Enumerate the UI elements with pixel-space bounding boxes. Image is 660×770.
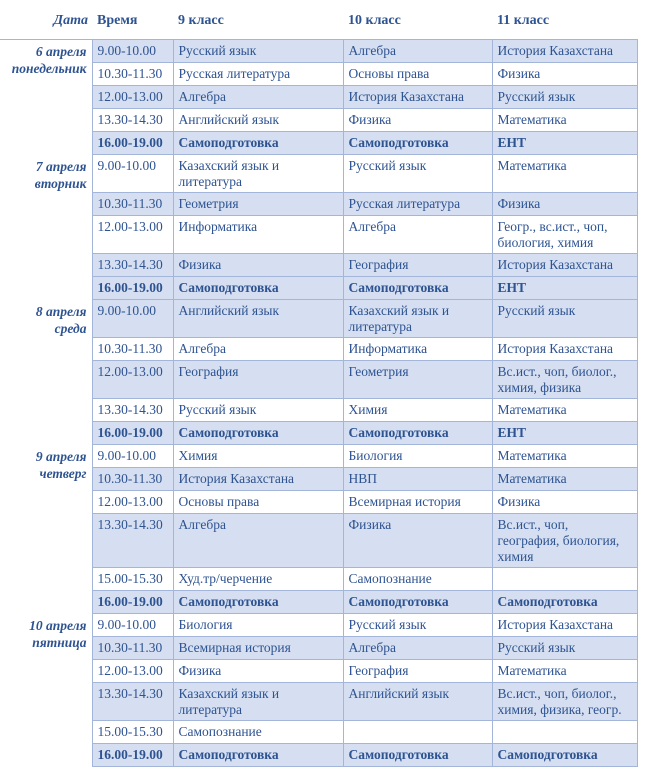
grade11-cell: Самоподготовка [492, 591, 637, 614]
schedule-row [0, 591, 637, 614]
time-cell: 13.30-14.30 [92, 399, 173, 422]
schedule-row [0, 468, 637, 491]
grade11-cell: История Казахстана [492, 338, 637, 361]
grade9-cell: Основы права [173, 491, 343, 514]
grade9-cell: Русский язык [173, 40, 343, 63]
time-cell: 9.00-10.00 [92, 40, 173, 63]
date-line: пятница [32, 634, 87, 650]
date-line: 9 апреля [35, 448, 87, 464]
schedule-row [0, 132, 637, 155]
grade10-cell: Всемирная история [343, 491, 492, 514]
date-cell [0, 300, 92, 445]
schedule-row [0, 744, 637, 767]
time-cell: 13.30-14.30 [92, 109, 173, 132]
date-line: 8 апреля [35, 303, 87, 319]
schedule-row [0, 193, 637, 216]
grade9-cell: Казахский язык и литература [173, 155, 343, 193]
grade9-cell: Русская литература [173, 63, 343, 86]
grade10-cell: Информатика [343, 338, 492, 361]
date-line: понедельник [11, 61, 87, 76]
col-header-time: Время [92, 0, 173, 40]
grade9-cell: Русский язык [173, 399, 343, 422]
grade11-cell: Физика [492, 193, 637, 216]
grade9-cell: Информатика [173, 216, 343, 254]
schedule-row [0, 300, 637, 338]
schedule-row [0, 422, 637, 445]
time-cell: 9.00-10.00 [92, 614, 173, 637]
grade11-cell: История Казахстана [492, 614, 637, 637]
time-cell: 9.00-10.00 [92, 300, 173, 338]
schedule-row [0, 445, 637, 468]
schedule-row [0, 514, 637, 568]
schedule-row [0, 399, 637, 422]
time-cell: 9.00-10.00 [92, 155, 173, 193]
grade10-cell: Основы права [343, 63, 492, 86]
grade9-cell: История Казахстана [173, 468, 343, 491]
grade10-cell: Самоподготовка [343, 591, 492, 614]
schedule-row [0, 216, 637, 254]
schedule-row [0, 361, 637, 399]
date-cell [0, 155, 92, 300]
time-cell: 10.30-11.30 [92, 193, 173, 216]
grade10-cell: Геометрия [343, 361, 492, 399]
date-line: среда [54, 320, 87, 336]
grade11-cell: Математика [492, 445, 637, 468]
grade11-cell: Математика [492, 399, 637, 422]
grade10-cell: Самоподготовка [343, 744, 492, 767]
grade11-cell: Математика [492, 468, 637, 491]
grade9-cell: Английский язык [173, 300, 343, 338]
grade9-cell: Самоподготовка [173, 277, 343, 300]
grade9-cell: Всемирная история [173, 637, 343, 660]
grade10-cell: Алгебра [343, 216, 492, 254]
schedule-row [0, 721, 637, 744]
date-cell [0, 614, 92, 767]
grade11-cell: История Казахстана [492, 40, 637, 63]
grade10-cell: Алгебра [343, 637, 492, 660]
schedule-row [0, 109, 637, 132]
col-header-grade11: 11 класс [492, 0, 637, 40]
time-cell: 12.00-13.00 [92, 491, 173, 514]
grade11-cell: Самоподготовка [492, 744, 637, 767]
time-cell: 12.00-13.00 [92, 216, 173, 254]
date-cell [0, 445, 92, 614]
grade9-cell: Алгебра [173, 86, 343, 109]
schedule-row [0, 637, 637, 660]
time-cell: 13.30-14.30 [92, 514, 173, 568]
grade11-cell: ЕНТ [492, 277, 637, 300]
date-line: 6 апреля [35, 44, 87, 59]
schedule-row [0, 277, 637, 300]
grade10-cell: Химия [343, 399, 492, 422]
schedule-row [0, 40, 637, 63]
grade10-cell: Физика [343, 109, 492, 132]
grade10-cell: Самоподготовка [343, 422, 492, 445]
grade9-cell: Биология [173, 614, 343, 637]
grade9-cell: География [173, 361, 343, 399]
grade9-cell: Казахский язык и литература [173, 683, 343, 721]
schedule-row [0, 491, 637, 514]
time-cell: 12.00-13.00 [92, 660, 173, 683]
time-cell: 16.00-19.00 [92, 422, 173, 445]
grade10-cell: Английский язык [343, 683, 492, 721]
time-cell: 16.00-19.00 [92, 744, 173, 767]
grade9-cell: Худ.тр/черчение [173, 568, 343, 591]
grade11-cell: Русский язык [492, 86, 637, 109]
grade9-cell: Геометрия [173, 193, 343, 216]
header-row [0, 0, 637, 40]
grade11-cell: Математика [492, 109, 637, 132]
grade10-cell: География [343, 254, 492, 277]
grade9-cell: Самоподготовка [173, 744, 343, 767]
schedule-row [0, 660, 637, 683]
grade9-cell: Химия [173, 445, 343, 468]
time-cell: 12.00-13.00 [92, 361, 173, 399]
grade10-cell: География [343, 660, 492, 683]
time-cell: 9.00-10.00 [92, 445, 173, 468]
grade9-cell: Самоподготовка [173, 132, 343, 155]
grade10-cell: Русский язык [343, 614, 492, 637]
grade10-cell: Самоподготовка [343, 132, 492, 155]
grade9-cell: Физика [173, 660, 343, 683]
schedule-row [0, 254, 637, 277]
time-cell: 10.30-11.30 [92, 63, 173, 86]
grade9-cell: Самоподготовка [173, 591, 343, 614]
grade9-cell: Самопознание [173, 721, 343, 744]
date-cell [0, 40, 92, 155]
date-line: 10 апреля [29, 617, 87, 633]
time-cell: 10.30-11.30 [92, 468, 173, 491]
grade11-cell [492, 721, 637, 744]
date-line: 7 апреля [35, 158, 87, 174]
time-cell: 10.30-11.30 [92, 338, 173, 361]
grade10-cell: НВП [343, 468, 492, 491]
grade9-cell: Алгебра [173, 514, 343, 568]
grade11-cell: Математика [492, 660, 637, 683]
date-line: четверг [39, 465, 87, 481]
grade10-cell: Физика [343, 514, 492, 568]
grade11-cell: Вс.ист., чоп, география, биология, химия [492, 514, 637, 568]
grade11-cell: Математика [492, 155, 637, 193]
schedule-body [0, 40, 637, 767]
time-cell: 12.00-13.00 [92, 86, 173, 109]
grade11-cell: История Казахстана [492, 254, 637, 277]
grade11-cell: ЕНТ [492, 422, 637, 445]
grade10-cell: Самопознание [343, 568, 492, 591]
time-cell: 13.30-14.30 [92, 683, 173, 721]
schedule-row [0, 683, 637, 721]
date-line: вторник [34, 175, 87, 191]
grade9-cell: Алгебра [173, 338, 343, 361]
schedule-row [0, 155, 637, 193]
grade10-cell: Казахский язык и литература [343, 300, 492, 338]
grade11-cell: Геогр., вс.ист., чоп, биология, химия [492, 216, 637, 254]
grade10-cell: Русский язык [343, 155, 492, 193]
time-cell: 15.00-15.30 [92, 568, 173, 591]
schedule-row [0, 338, 637, 361]
grade11-cell [492, 568, 637, 591]
time-cell: 16.00-19.00 [92, 132, 173, 155]
grade11-cell: Физика [492, 491, 637, 514]
grade9-cell: Английский язык [173, 109, 343, 132]
grade11-cell: ЕНТ [492, 132, 637, 155]
time-cell: 16.00-19.00 [92, 591, 173, 614]
grade9-cell: Самоподготовка [173, 422, 343, 445]
schedule-row [0, 614, 637, 637]
col-header-grade9: 9 класс [173, 0, 343, 40]
schedule-row [0, 568, 637, 591]
grade11-cell: Русский язык [492, 300, 637, 338]
grade11-cell: Русский язык [492, 637, 637, 660]
schedule-row [0, 63, 637, 86]
schedule-row [0, 86, 637, 109]
time-cell: 15.00-15.30 [92, 721, 173, 744]
grade10-cell: Биология [343, 445, 492, 468]
time-cell: 10.30-11.30 [92, 637, 173, 660]
grade11-cell: Вс.ист., чоп, биолог., химия, физика, геогр. [492, 683, 637, 721]
grade10-cell: Алгебра [343, 40, 492, 63]
grade11-cell: Физика [492, 63, 637, 86]
col-header-grade10: 10 класс [343, 0, 492, 40]
grade10-cell: История Казахстана [343, 86, 492, 109]
time-cell: 16.00-19.00 [92, 277, 173, 300]
grade10-cell: Русская литература [343, 193, 492, 216]
grade9-cell: Физика [173, 254, 343, 277]
grade10-cell [343, 721, 492, 744]
col-header-date: Дата [0, 0, 92, 40]
grade10-cell: Самоподготовка [343, 277, 492, 300]
grade11-cell: Вс.ист., чоп, биолог., химия, физика [492, 361, 637, 399]
time-cell: 13.30-14.30 [92, 254, 173, 277]
